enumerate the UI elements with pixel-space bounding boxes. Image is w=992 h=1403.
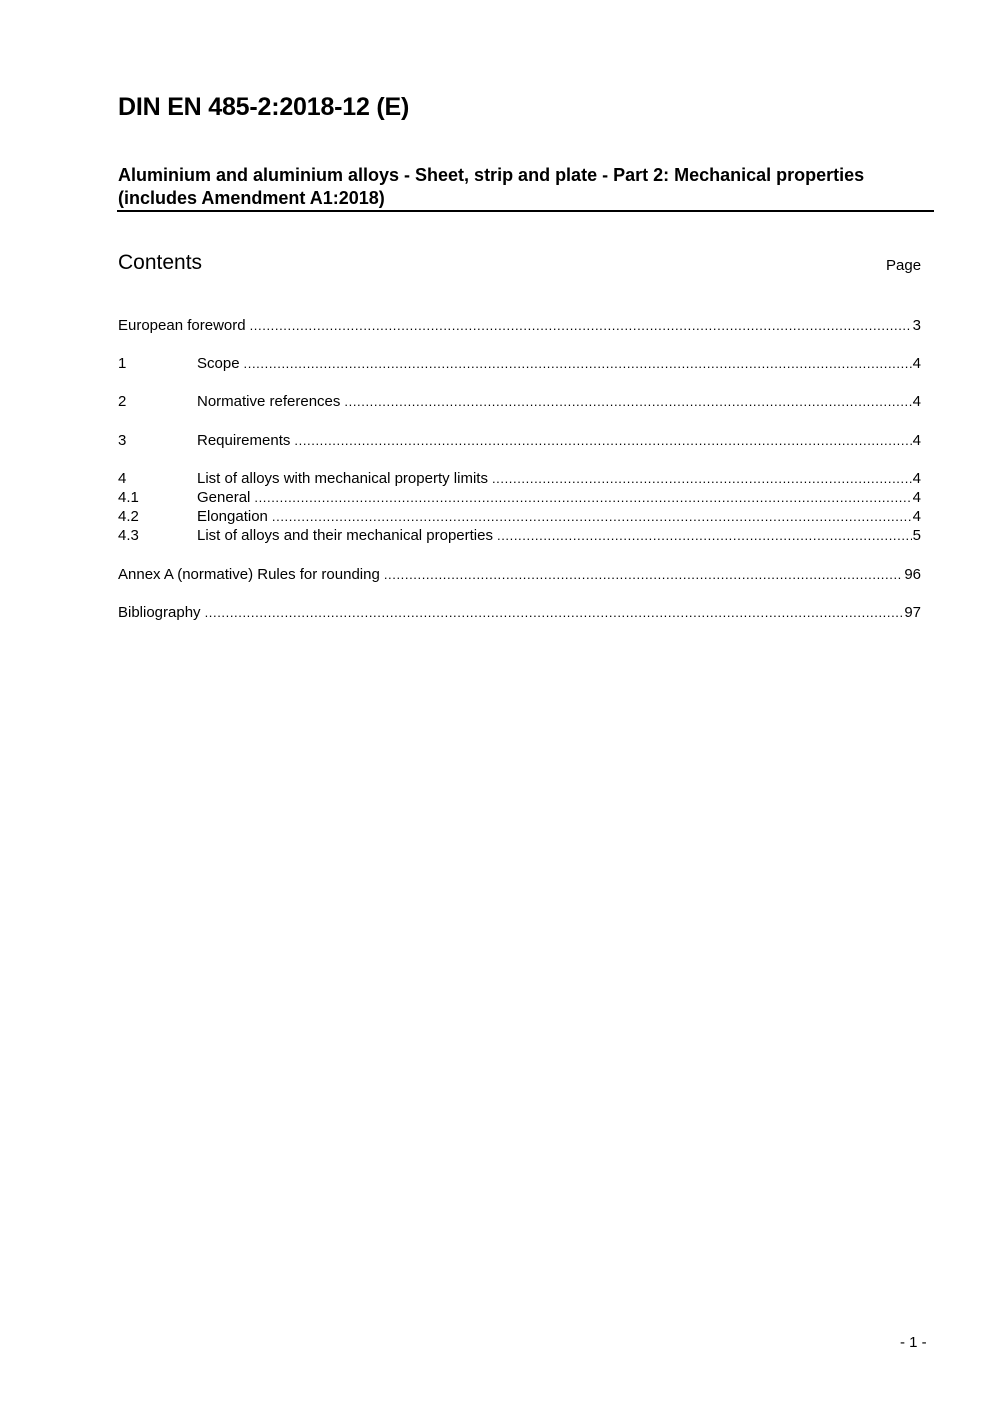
toc-entry-label: Requirements bbox=[197, 432, 291, 449]
toc-entry-label: General bbox=[197, 489, 251, 506]
toc-entry-label: List of alloys with mechanical property limits bbox=[197, 470, 488, 487]
toc-dot-leader bbox=[205, 603, 904, 622]
toc-entry-label: Bibliography bbox=[118, 604, 201, 621]
toc-entry-number: 3 bbox=[118, 432, 127, 449]
toc-entry-number: 4 bbox=[118, 470, 127, 487]
toc-entry-page: 4 bbox=[912, 432, 921, 449]
contents-heading: Contents bbox=[118, 251, 203, 274]
page-column-heading: Page bbox=[886, 257, 922, 274]
toc-entry-page: 3 bbox=[912, 317, 921, 334]
toc-dot-leader bbox=[492, 469, 912, 488]
toc-entry-number: 2 bbox=[118, 393, 127, 410]
toc-entry-page: 96 bbox=[904, 566, 921, 583]
toc-dot-leader bbox=[250, 316, 912, 335]
toc-entry-number: 1 bbox=[118, 355, 127, 372]
toc-entry-general[interactable] bbox=[118, 488, 921, 507]
toc-dot-leader bbox=[384, 565, 904, 584]
toc-entry-normative-references[interactable] bbox=[118, 392, 921, 411]
toc-entry-list-of-alloys-properties[interactable] bbox=[118, 526, 921, 545]
toc-entry-number: 4.2 bbox=[118, 508, 139, 525]
toc-entry-requirements[interactable] bbox=[118, 431, 921, 450]
toc-entry-page: 5 bbox=[912, 527, 921, 544]
toc-entry-bibliography[interactable] bbox=[118, 603, 921, 622]
toc-entry-page: 4 bbox=[912, 393, 921, 410]
document-id: DIN EN 485-2:2018-12 (E) bbox=[118, 93, 410, 121]
toc-dot-leader bbox=[272, 507, 912, 526]
toc-entry-label: Annex A (normative) Rules for rounding bbox=[118, 566, 380, 583]
toc-entry-european-foreword[interactable] bbox=[118, 316, 921, 335]
document-title: Aluminium and aluminium alloys - Sheet, strip and plate - Part 2: Mechanical properties (includes Amendment A1:2018) bbox=[118, 165, 865, 208]
toc-entry-number: 4.3 bbox=[118, 527, 139, 544]
toc-dot-leader bbox=[344, 392, 911, 411]
toc-entry-label: Elongation bbox=[197, 508, 268, 525]
toc-entry-elongation[interactable] bbox=[118, 507, 921, 526]
toc-entry-label: Normative references bbox=[197, 393, 341, 410]
toc-entry-label: List of alloys and their mechanical properties bbox=[197, 527, 493, 544]
toc-entry-page: 4 bbox=[912, 470, 921, 487]
toc-entry-label: European foreword bbox=[118, 317, 246, 334]
toc-entry-label: Scope bbox=[197, 355, 240, 372]
toc-entry-annex-a[interactable] bbox=[118, 565, 921, 584]
title-divider bbox=[117, 210, 934, 212]
toc-entry-scope[interactable] bbox=[118, 354, 921, 373]
toc-entry-page: 4 bbox=[912, 508, 921, 525]
toc-dot-leader bbox=[294, 431, 911, 450]
page-number: - 1 - bbox=[900, 1334, 927, 1351]
toc-dot-leader bbox=[254, 488, 911, 507]
toc-dot-leader bbox=[497, 526, 912, 545]
toc-entry-page: 4 bbox=[912, 489, 921, 506]
toc-entry-page: 97 bbox=[904, 604, 921, 621]
toc-entry-number: 4.1 bbox=[118, 489, 139, 506]
toc-entry-page: 4 bbox=[912, 355, 921, 372]
toc-dot-leader bbox=[244, 354, 912, 373]
toc-entry-list-of-alloys-limits[interactable] bbox=[118, 469, 921, 488]
